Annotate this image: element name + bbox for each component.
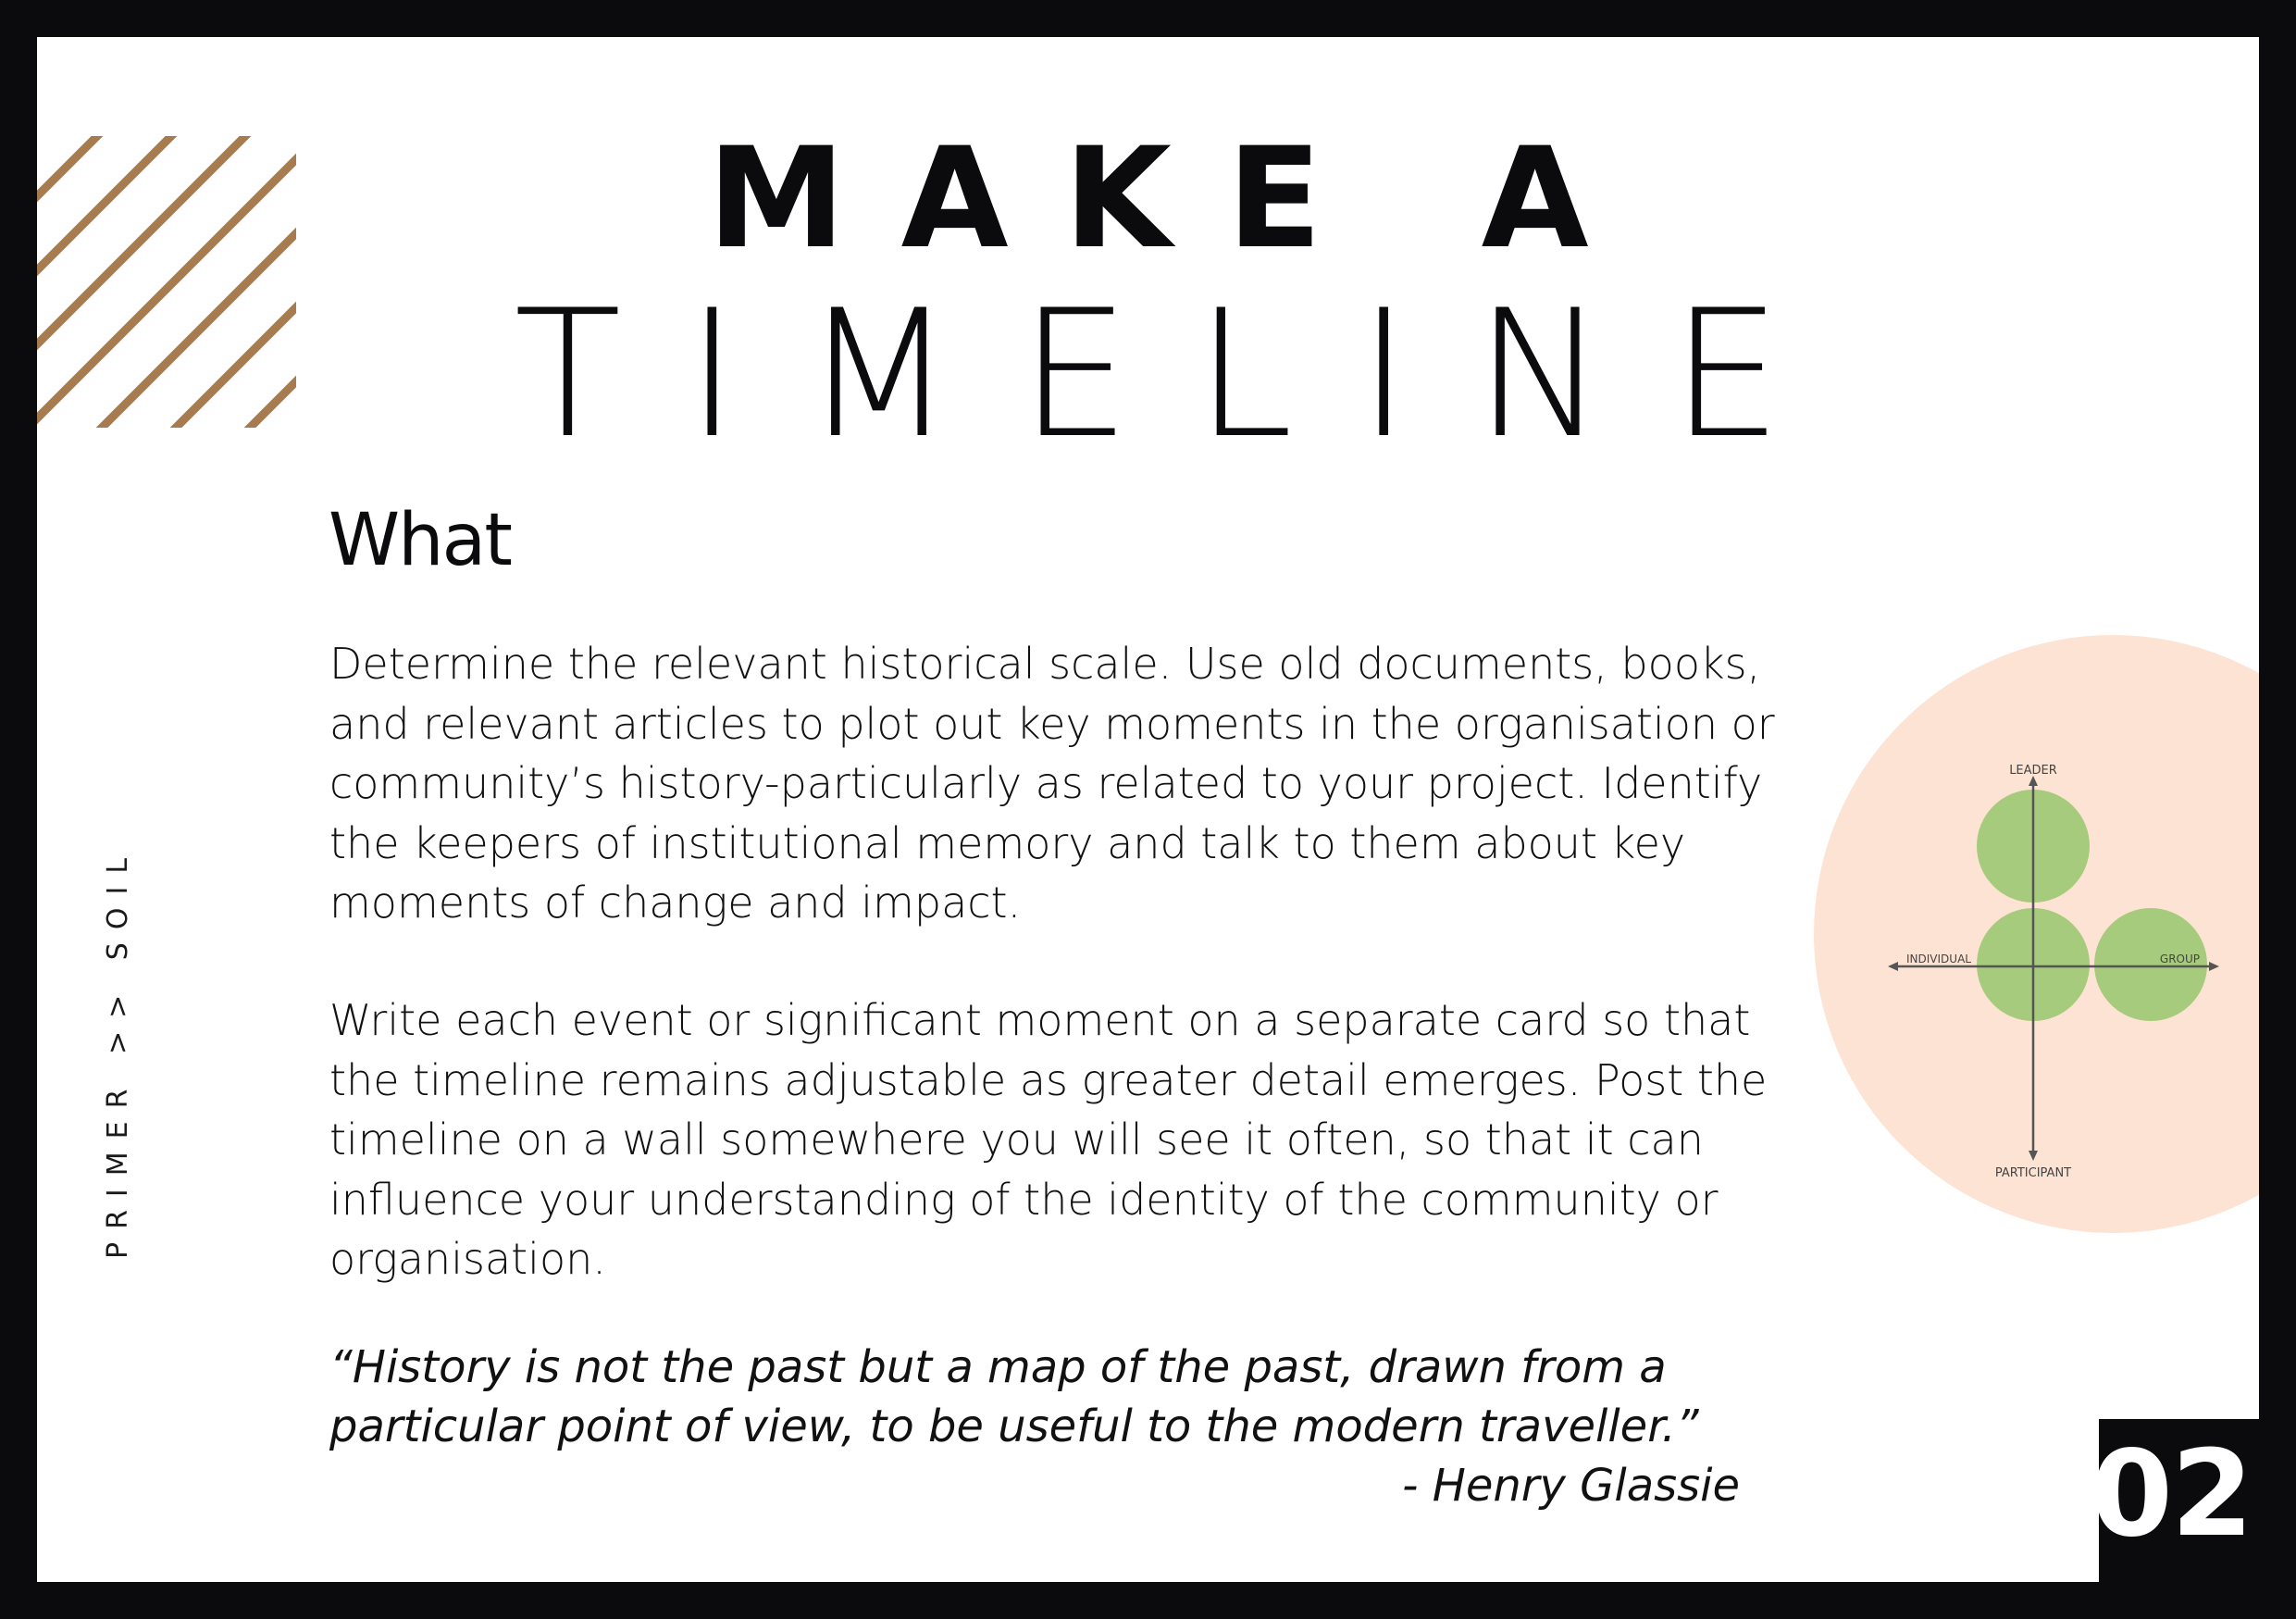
paragraph-write-events: Write each event or significant moment on a separate card so that the timeline remains adjustable as greater detail emerges. Post the timeline on a wall somewhere you will see it often, so that it can influence your understanding of the identity of the community or organisation. bbox=[329, 995, 1768, 1284]
axis-label-participant: PARTICIPANT bbox=[1994, 1166, 2072, 1180]
section-breadcrumb: PRIMER >> SOIL bbox=[102, 844, 134, 1259]
title-line-make-a: MAKE A bbox=[707, 118, 1644, 280]
role-axes-diagram bbox=[1814, 635, 2259, 1237]
axis-label-leader: LEADER bbox=[2009, 764, 2057, 778]
axis-label-group: GROUP bbox=[2159, 953, 2200, 965]
axis-label-individual: INDIVIDUAL bbox=[1906, 953, 1971, 965]
page-number: 02 bbox=[2090, 1426, 2252, 1563]
paragraph-determine-scale: Determine the relevant historical scale. Use old documents, books, and relevant articles to plot out key moments in the organisation or community’s history-particularly as related to your project. Identify the keepers of institutional memory and talk to them about key moments of change and impact. bbox=[329, 639, 1775, 928]
section-heading: What bbox=[329, 499, 511, 582]
page-number-badge bbox=[2090, 1419, 2259, 1582]
quote-text: “History is not the past but a map of the past, drawn from a particular point of view, to be useful to the modern traveller.” bbox=[329, 1341, 1699, 1452]
quote-attribution: - Henry Glassie bbox=[1402, 1460, 1740, 1512]
title-line-timeline: TIMELINE bbox=[514, 272, 1847, 477]
activity-card bbox=[37, 37, 2259, 1582]
